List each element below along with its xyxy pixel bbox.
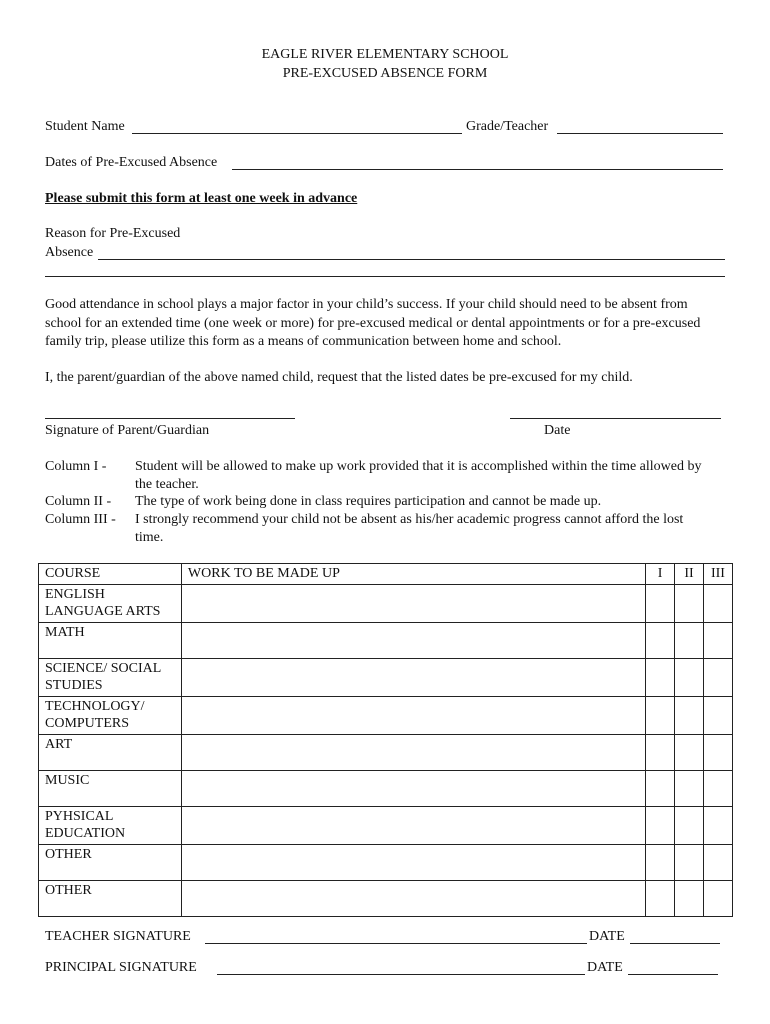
check-cell-2[interactable] [675, 844, 704, 880]
course-name: OTHER [39, 844, 182, 880]
header-course: COURSE [39, 564, 182, 585]
student-name-line[interactable] [132, 133, 462, 134]
check-cell-2[interactable] [675, 658, 704, 696]
legend-text: Student will be allowed to make up work provided that it is accomplished within the time allowed by the teacher. [135, 459, 702, 492]
teacher-signature-line[interactable] [205, 943, 587, 944]
form-title: PRE-EXCUSED ABSENCE FORM [282, 66, 488, 81]
principal-signature-line[interactable] [217, 974, 585, 975]
dates-line[interactable] [232, 169, 723, 170]
course-name: ART [39, 734, 182, 770]
request-paragraph: I, the parent/guardian of the above named child, request that the listed dates be pre-excused for my child. [45, 370, 633, 385]
check-cell-2[interactable] [675, 806, 704, 844]
course-name: SCIENCE/ SOCIAL STUDIES [39, 658, 182, 696]
course-name: TECHNOLOGY/ COMPUTERS [39, 696, 182, 734]
check-cell-3[interactable] [703, 770, 732, 806]
reason-label-line1: Reason for Pre-Excused [45, 226, 181, 241]
work-cell[interactable] [181, 658, 645, 696]
header-col-3: III [703, 564, 732, 585]
reason-line-2[interactable] [45, 276, 725, 277]
course-name: PYHSICAL EDUCATION [39, 806, 182, 844]
table-row [39, 880, 733, 916]
check-cell-1[interactable] [646, 696, 675, 734]
principal-signature-label: PRINCIPAL SIGNATURE [45, 960, 197, 975]
check-cell-1[interactable] [646, 622, 675, 658]
check-cell-1[interactable] [646, 734, 675, 770]
header-col-1: I [646, 564, 675, 585]
table-row [39, 622, 733, 658]
makeup-work-table [38, 563, 733, 917]
header-col-2: II [675, 564, 704, 585]
parent-signature-label: Signature of Parent/Guardian [45, 423, 210, 438]
dates-label: Dates of Pre-Excused Absence [45, 155, 218, 170]
course-name: MUSIC [39, 770, 182, 806]
check-cell-2[interactable] [675, 734, 704, 770]
teacher-date-line[interactable] [630, 943, 720, 944]
reason-line-1[interactable] [98, 259, 725, 260]
check-cell-1[interactable] [646, 880, 675, 916]
check-cell-3[interactable] [703, 584, 732, 622]
principal-date-line[interactable] [628, 974, 718, 975]
check-cell-3[interactable] [703, 734, 732, 770]
legend-text: I strongly recommend your child not be absent as his/her academic progress cannot afford the lost time. [135, 512, 684, 545]
work-cell[interactable] [181, 844, 645, 880]
work-cell[interactable] [181, 622, 645, 658]
check-cell-3[interactable] [703, 844, 732, 880]
work-cell[interactable] [181, 734, 645, 770]
advance-notice: Please submit this form at least one week in advance [45, 191, 358, 206]
check-cell-1[interactable] [646, 806, 675, 844]
course-name: ENGLISH LANGUAGE ARTS [39, 584, 182, 622]
work-cell[interactable] [181, 584, 645, 622]
school-name: EAGLE RIVER ELEMENTARY SCHOOL [261, 47, 509, 62]
check-cell-2[interactable] [675, 770, 704, 806]
work-cell[interactable] [181, 696, 645, 734]
table-row [39, 770, 733, 806]
work-cell[interactable] [181, 880, 645, 916]
check-cell-2[interactable] [675, 696, 704, 734]
course-name: OTHER [39, 880, 182, 916]
teacher-signature-label: TEACHER SIGNATURE [45, 929, 191, 944]
check-cell-2[interactable] [675, 584, 704, 622]
legend-label: Column I - [45, 459, 107, 474]
check-cell-3[interactable] [703, 880, 732, 916]
check-cell-3[interactable] [703, 806, 732, 844]
work-cell[interactable] [181, 770, 645, 806]
course-name: MATH [39, 622, 182, 658]
legend-label: Column III - [45, 512, 116, 527]
check-cell-3[interactable] [703, 696, 732, 734]
teacher-date-label: DATE [589, 929, 625, 944]
principal-date-label: DATE [587, 960, 623, 975]
check-cell-1[interactable] [646, 658, 675, 696]
table-header-row [39, 564, 733, 585]
parent-signature-line[interactable] [45, 418, 295, 419]
table-row [39, 658, 733, 696]
legend-label: Column II - [45, 494, 112, 509]
legend-text: The type of work being done in class requires participation and cannot be made up. [135, 494, 602, 509]
table-row [39, 734, 733, 770]
table-row [39, 806, 733, 844]
check-cell-3[interactable] [703, 622, 732, 658]
work-cell[interactable] [181, 806, 645, 844]
check-cell-2[interactable] [675, 622, 704, 658]
check-cell-1[interactable] [646, 770, 675, 806]
student-name-label: Student Name [45, 119, 125, 134]
check-cell-1[interactable] [646, 844, 675, 880]
table-row [39, 584, 733, 622]
parent-date-line[interactable] [510, 418, 721, 419]
reason-label-line2: Absence [45, 245, 94, 260]
table-row [39, 696, 733, 734]
check-cell-1[interactable] [646, 584, 675, 622]
attendance-paragraph: Good attendance in school plays a major factor in your child’s success. If your child should need to be absent from school for an extended time (one week or more) for pre-excused medical or dental appointments or for a pre-excused family trip, please utilize this form as a means of communication between home and school. [45, 297, 701, 349]
parent-date-label: Date [544, 423, 571, 438]
check-cell-3[interactable] [703, 658, 732, 696]
grade-teacher-label: Grade/Teacher [466, 119, 549, 134]
check-cell-2[interactable] [675, 880, 704, 916]
header-work: WORK TO BE MADE UP [181, 564, 645, 585]
table-row [39, 844, 733, 880]
grade-teacher-line[interactable] [557, 133, 723, 134]
